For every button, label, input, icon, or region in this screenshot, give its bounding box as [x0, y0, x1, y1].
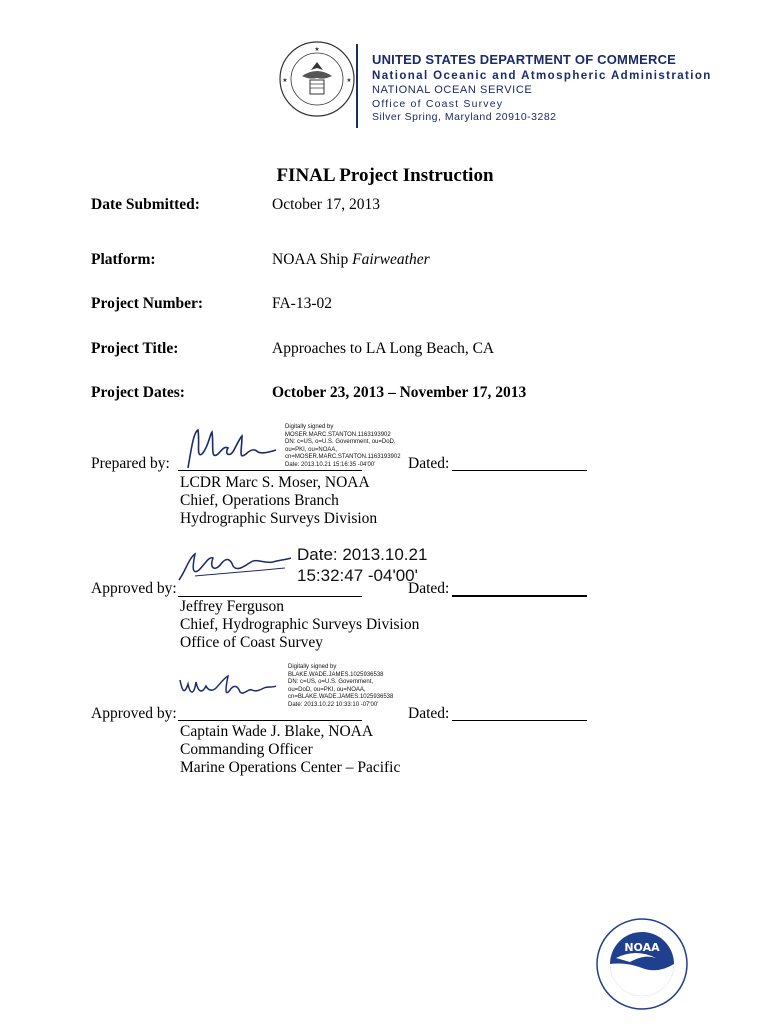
digital-line: Date: 2013.10.22 10:33:10 -07'00'	[288, 701, 379, 708]
digital-line: ou=DoD, ou=PKI, ou=NOAA,	[288, 686, 366, 693]
prepared-name-block	[180, 474, 377, 528]
letterhead-divider	[356, 44, 358, 128]
svg-text:★: ★	[282, 77, 288, 84]
agency-name: National Oceanic and Atmospheric Administration	[372, 70, 712, 82]
approved-name-block-1	[180, 598, 419, 652]
digital-line: ou=PKI, ou=NOAA,	[285, 446, 338, 453]
signer-name: LCDR Marc S. Moser, NOAA	[180, 474, 370, 491]
signer-division: Hydrographic Surveys Division	[180, 510, 378, 527]
signer-name: Jeffrey Ferguson	[180, 598, 285, 615]
noaa-logo-icon	[596, 918, 688, 1010]
approved-dated-line-1	[452, 595, 587, 597]
approved-signature-line-2	[178, 720, 362, 721]
moser-digital-signature	[285, 424, 401, 470]
date-line: Date: 2013.10.21	[297, 545, 428, 564]
date-submitted-value: October 17, 2013	[272, 196, 381, 213]
prepared-signature-line	[178, 470, 362, 471]
date-submitted-label: Date Submitted:	[91, 196, 200, 213]
signer-name: Captain Wade J. Blake, NOAA	[180, 723, 374, 740]
approved-dated-label-1: Dated:	[408, 580, 450, 597]
approved-name-block-2	[180, 723, 400, 777]
approved-dated-label-2: Dated:	[408, 705, 450, 722]
project-number-label: Project Number:	[91, 295, 204, 312]
prepared-dated-label: Dated:	[408, 455, 450, 472]
signer-title: Chief, Hydrographic Surveys Division	[180, 616, 420, 633]
document-title: FINAL Project Instruction	[276, 165, 494, 186]
digital-line: MOSER.MARC.STANTON.1163193902	[285, 431, 391, 438]
approved-signature-line-1	[178, 596, 362, 597]
signer-division: Office of Coast Survey	[180, 634, 324, 651]
blake-signature	[176, 670, 280, 704]
service-name: NATIONAL OCEAN SERVICE	[372, 84, 533, 96]
approved-by-label-2: Approved by:	[91, 705, 177, 722]
approved-by-label-1: Approved by:	[91, 580, 177, 597]
ferguson-signature	[175, 546, 295, 586]
prepared-by-label: Prepared by:	[91, 455, 170, 472]
office-name: Office of Coast Survey	[372, 98, 504, 110]
svg-text:★: ★	[314, 46, 320, 53]
time-line: 15:32:47 -04'00'	[297, 566, 418, 585]
signer-title: Chief, Operations Branch	[180, 492, 339, 509]
moser-signature	[180, 424, 280, 474]
digital-line: Digitally signed by	[285, 424, 334, 430]
digital-line: cn=MOSER.MARC.STANTON.1163193902	[285, 454, 401, 461]
digital-line: cn=BLAKE.WADE.JAMES.1025936538	[288, 694, 394, 701]
project-title-value: Approaches to LA Long Beach, CA	[272, 340, 495, 357]
svg-text:★: ★	[346, 77, 352, 84]
platform-label: Platform:	[91, 251, 156, 268]
office-address: Silver Spring, Maryland 20910-3282	[372, 111, 557, 123]
project-dates-label: Project Dates:	[91, 384, 185, 401]
svg-text:NOAA: NOAA	[624, 941, 660, 954]
signer-title: Commanding Officer	[180, 741, 313, 758]
project-dates-value: October 23, 2013 – November 17, 2013	[272, 384, 527, 401]
letterhead	[372, 52, 712, 123]
platform-prefix: NOAA Ship	[272, 251, 353, 268]
platform-ship-name: Fairweather	[352, 251, 430, 268]
blake-digital-signature	[288, 664, 393, 710]
digital-line: DN: c=US, o=U.S. Government,	[288, 679, 374, 686]
prepared-dated-line	[452, 470, 587, 471]
digital-line: DN: c=US, o=U.S. Government, ou=DoD,	[285, 439, 396, 446]
signer-division: Marine Operations Center – Pacific	[180, 759, 401, 776]
digital-line: BLAKE.WADE.JAMES.1025936538	[288, 671, 384, 678]
approved-dated-line-2	[452, 720, 587, 721]
project-title-label: Project Title:	[91, 340, 179, 357]
department-name: UNITED STATES DEPARTMENT OF COMMERCE	[372, 52, 677, 67]
commerce-seal-icon	[278, 40, 356, 118]
digital-line: Digitally signed by	[288, 664, 337, 670]
project-number-value: FA-13-02	[272, 295, 332, 312]
platform-value	[272, 251, 430, 269]
digital-line: Date: 2013.10.21 15:16:35 -04'00'	[285, 461, 376, 468]
